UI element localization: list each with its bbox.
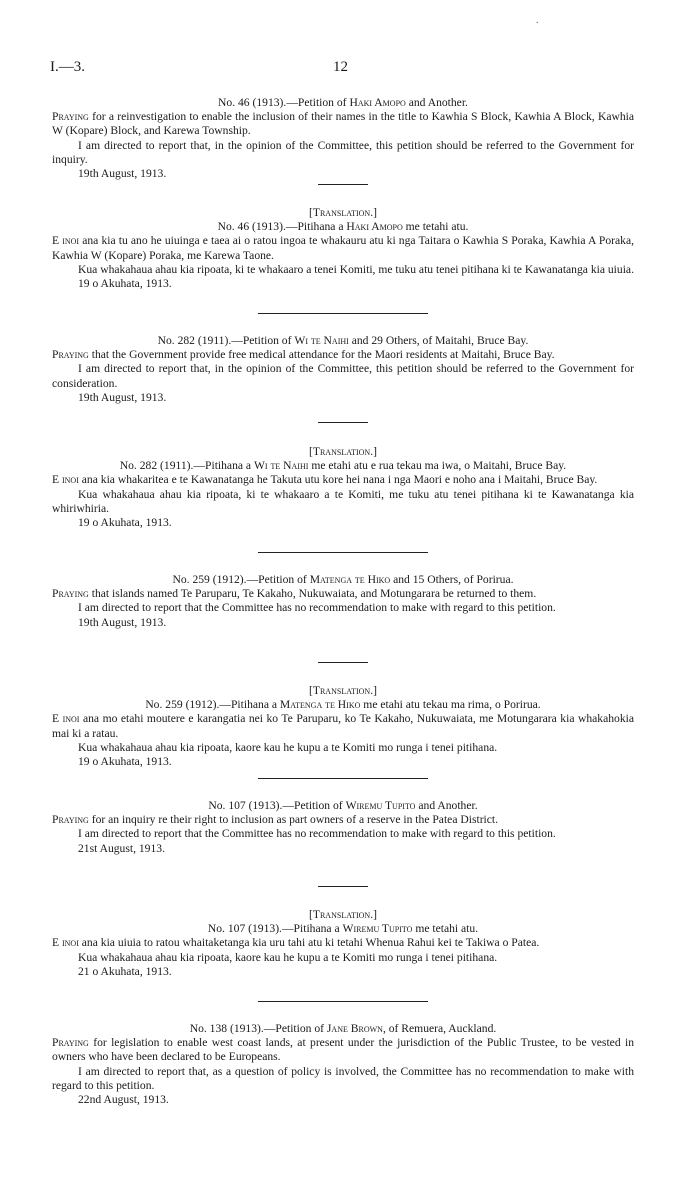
petition-prayer: Praying for a reinvestigation to enable the inclusion of their names in the title to Kawhia S Block, Kawhia A Block, Kawhia W (Kopare) Block, and Karewa Township.	[52, 110, 634, 138]
petition-entry-259-english	[52, 573, 634, 630]
divider-long	[52, 313, 634, 314]
petition-prayer: Praying that the Government provide free medical attendance for the Maori residents at Maitahi, Bruce Bay.	[52, 348, 555, 362]
committee-report: I am directed to report that the Committee has no recommendation to make with regard to this petition.	[78, 601, 556, 615]
report-date: 22nd August, 1913.	[78, 1093, 169, 1107]
petition-title: No. 259 (1912).—Pitihana a Matenga te Hiko me etahi atu tekau ma rima, o Porirua.	[145, 698, 541, 712]
petition-prayer: Praying that islands named Te Paruparu, Te Kakaho, Nukuwaiata, and Motungarara be returned to them.	[52, 587, 537, 601]
parliamentary-paper-ref: I.—3.	[50, 59, 85, 75]
petition-prayer: Praying for legislation to enable west coast lands, at present under the jurisdiction of the Public Trustee, to be vested in owners who have been declared to be Europeans.	[52, 1036, 634, 1064]
committee-report: I am directed to report that, in the opinion of the Committee, this petition should be referred to the Government for consideration.	[52, 362, 634, 390]
petition-prayer: E inoi ana kia whakaritea e te Kawanatanga he Takuta utu kore hei nana i nga Maori e noho ana i Maitahi, Bruce Bay.	[52, 473, 598, 487]
petition-prayer: Praying for an inquiry re their right to inclusion as part owners of a reserve in the Patea District.	[52, 813, 499, 827]
petition-prayer: E inoi ana kia tu ano he uiuinga e taea ai o ratou ingoa te whakauru atu ki nga Taitara o Kawhia S Poraka, Kawhia A Poraka, Kawhia W (Kopare) Poraka, me Karewa Taone.	[52, 234, 634, 262]
petition-title: No. 107 (1913).—Pitihana a Wiremu Tupito me tetahi atu.	[207, 922, 479, 936]
petition-prayer: E inoi ana mo etahi moutere e karangatia nei ko Te Paruparu, ko Te Kakaho, Nukuwaiata, me Motungarara kia whakahokia mai ki a ratau.	[52, 712, 634, 740]
petition-entry-138-english	[52, 1022, 634, 1107]
petition-entry-259-translation	[52, 684, 634, 769]
petition-title: No. 282 (1911).—Pitihana a Wi te Naihi me etahi atu e rua tekau ma iwa, o Maitahi, Bruce Bay.	[119, 459, 567, 473]
report-date: 19 o Akuhata, 1913.	[78, 755, 172, 769]
petition-entry-107-english	[52, 799, 634, 856]
petition-entry-46-english	[52, 96, 634, 181]
report-date: 19th August, 1913.	[78, 167, 167, 181]
petition-prayer: E inoi ana kia uiuia to ratou whaitaketanga kia uru tahi atu ki tetahi Whenua Rahui kei te Takiwa o Patea.	[52, 936, 540, 950]
petition-entry-107-translation	[52, 908, 634, 979]
committee-report: Kua whakahaua ahau kia ripoata, kaore kau he kupu a te Komiti mo runga i tenei pitihana.	[78, 740, 498, 754]
report-date: 19th August, 1913.	[78, 390, 167, 404]
committee-report: Kua whakahaua ahau kia ripoata, ki te whakaaro a te Komiti, me tuku atu tenei pitihana ki te Kawanatanga kia whiriwhiria.	[52, 487, 634, 515]
divider-short	[52, 422, 634, 423]
translation-label: [Translation.]	[309, 206, 377, 219]
page-number: 12	[333, 59, 348, 75]
report-date: 19th August, 1913.	[78, 615, 167, 629]
petition-title: No. 259 (1912).—Petition of Matenga te Hiko and 15 Others, of Porirua.	[172, 573, 514, 586]
petition-title: No. 46 (1913).—Petition of Haki Amopo and Another.	[218, 96, 468, 109]
divider-short	[52, 662, 634, 663]
petition-entry-282-english	[52, 334, 634, 405]
report-date: 19 o Akuhata, 1913.	[78, 277, 172, 291]
committee-report: Kua whakahaua ahau kia ripoata, ki te whakaaro a tenei Komiti, me tuku atu tenei pitihana ki te Kawanatanga kia uiuia.	[78, 262, 634, 276]
petition-entry-46-translation	[52, 206, 634, 291]
page-header	[0, 0, 700, 75]
committee-report: I am directed to report that, as a question of policy is involved, the Committee has no recommendation to make with regard to this petition.	[52, 1064, 634, 1092]
translation-label: [Translation.]	[309, 445, 377, 458]
petition-title: No. 107 (1913).—Petition of Wiremu Tupito and Another.	[208, 799, 478, 812]
committee-report: I am directed to report that the Committee has no recommendation to make with regard to this petition.	[78, 827, 556, 841]
translation-label: [Translation.]	[309, 908, 377, 921]
corner-mark: .	[536, 15, 539, 26]
report-date: 21 o Akuhata, 1913.	[78, 964, 172, 978]
translation-label: [Translation.]	[309, 684, 377, 697]
petition-title: No. 282 (1911).—Petition of Wi te Naihi and 29 Others, of Maitahi, Bruce Bay.	[157, 334, 529, 347]
petition-title: No. 46 (1913).—Pitihana a Haki Amopo me tetahi atu.	[217, 220, 469, 234]
report-date: 19 o Akuhata, 1913.	[78, 516, 172, 530]
committee-report: I am directed to report that, in the opinion of the Committee, this petition should be referred to the Government for inquiry.	[52, 138, 634, 166]
divider-short	[52, 184, 634, 185]
petition-title: No. 138 (1913).—Petition of Jane Brown, of Remuera, Auckland.	[189, 1022, 497, 1035]
report-date: 21st August, 1913.	[78, 841, 165, 855]
divider-long	[52, 1001, 634, 1002]
divider-short	[52, 886, 634, 887]
divider-long	[52, 778, 634, 779]
committee-report: Kua whakahaua ahau kia ripoata, kaore kau he kupu a te Komiti mo runga i tenei pitihana.	[78, 950, 498, 964]
petition-entry-282-translation	[52, 445, 634, 530]
divider-long	[52, 552, 634, 553]
